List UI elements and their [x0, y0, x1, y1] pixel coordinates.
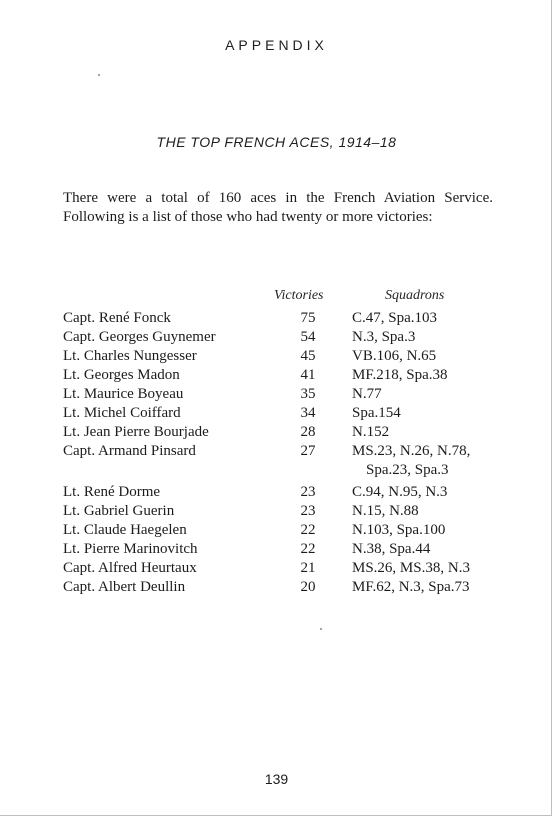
table-row: [63, 347, 503, 366]
squadron-list: N.3, Spa.3: [352, 329, 416, 345]
victory-count: 22: [300, 522, 316, 538]
ace-name: Capt. Armand Pinsard: [63, 443, 196, 459]
intro-paragraph: There were a total of 160 aces in the French Aviation Service. Following is a list of those who had twenty or more victories:: [63, 190, 493, 225]
squadron-list: C.47, Spa.103: [352, 310, 438, 326]
ace-name: Lt. Georges Madon: [63, 367, 180, 383]
ace-name: Capt. Georges Guynemer: [63, 329, 216, 345]
page-number: 139: [264, 771, 289, 787]
squadron-list: N.15, N.88: [352, 503, 419, 519]
ace-name: Lt. Maurice Boyeau: [63, 386, 184, 402]
ace-name: Lt. Pierre Marinovitch: [63, 541, 198, 557]
print-speck: [98, 74, 100, 76]
table-row: [63, 309, 503, 328]
table-row: [63, 559, 503, 578]
squadron-list: VB.106, N.65: [352, 348, 437, 364]
ace-name: Lt. Jean Pierre Bourjade: [63, 424, 209, 440]
running-head: APPENDIX: [225, 37, 328, 53]
victory-count: 28: [300, 424, 316, 440]
victory-count: 45: [300, 348, 316, 364]
table-row: [63, 423, 503, 442]
table-row: [63, 483, 503, 502]
victory-count: 54: [300, 329, 316, 345]
victory-count: 75: [300, 310, 316, 326]
page-title: THE TOP FRENCH ACES, 1914–18: [156, 134, 397, 150]
squadron-list: [352, 442, 502, 480]
table-row: [63, 502, 503, 521]
victory-count: 22: [300, 541, 316, 557]
aces-table: [63, 309, 503, 597]
squadron-list-continuation: Spa.23, Spa.3: [366, 462, 449, 478]
squadron-list: C.94, N.95, N.3: [352, 484, 448, 500]
ace-name: Capt. René Fonck: [63, 310, 171, 326]
victory-count: 23: [300, 503, 316, 519]
victory-count: 35: [300, 386, 316, 402]
ace-name: Lt. Charles Nungesser: [63, 348, 197, 364]
victory-count: 27: [300, 443, 316, 459]
ace-name: Capt. Albert Deullin: [63, 579, 186, 595]
table-row: [63, 442, 503, 480]
ace-name: Lt. Claude Haegelen: [63, 522, 187, 538]
squadrons-column-header: Squadrons: [385, 288, 445, 303]
ace-name: Capt. Alfred Heurtaux: [63, 560, 197, 576]
squadron-list: N.77: [352, 386, 382, 402]
squadron-list: N.152: [352, 424, 390, 440]
table-row: [63, 578, 503, 597]
table-row: [63, 521, 503, 540]
squadron-list: MF.218, Spa.38: [352, 367, 448, 383]
victory-count: 20: [300, 579, 316, 595]
squadron-list-line: MS.23, N.26, N.78,: [352, 443, 471, 459]
squadron-list: Spa.154: [352, 405, 401, 421]
print-speck: [320, 628, 322, 630]
victory-count: 34: [300, 405, 316, 421]
table-row: [63, 328, 503, 347]
squadron-list: N.38, Spa.44: [352, 541, 431, 557]
squadron-list: MF.62, N.3, Spa.73: [352, 579, 470, 595]
ace-name: Lt. Gabriel Guerin: [63, 503, 175, 519]
squadron-list: N.103, Spa.100: [352, 522, 446, 538]
squadron-list: MS.26, MS.38, N.3: [352, 560, 470, 576]
table-row: [63, 366, 503, 385]
table-row: [63, 404, 503, 423]
table-row: [63, 540, 503, 559]
table-row: [63, 385, 503, 404]
victory-count: 21: [300, 560, 316, 576]
victory-count: 41: [300, 367, 316, 383]
victory-count: 23: [300, 484, 316, 500]
ace-name: Lt. Michel Coiffard: [63, 405, 181, 421]
victories-column-header: Victories: [274, 288, 324, 303]
ace-name: Lt. René Dorme: [63, 484, 161, 500]
